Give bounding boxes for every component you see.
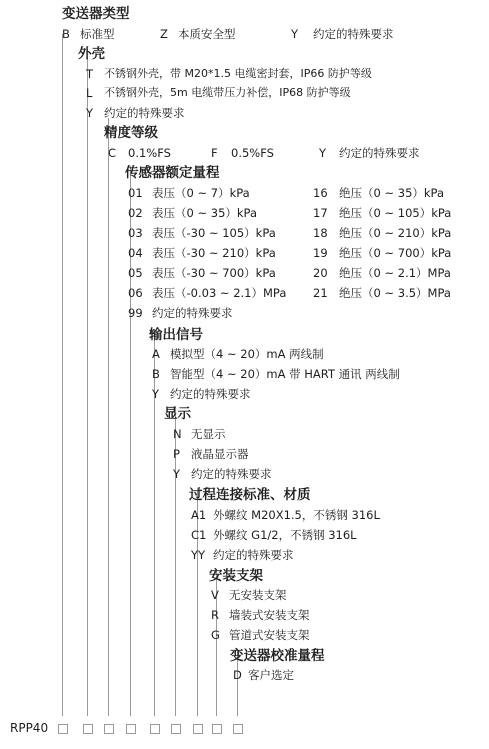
guide-line-housing <box>87 57 88 716</box>
range-code: 21 <box>313 286 328 300</box>
range-text: 表压（-0.03 ~ 2.1）MPa <box>152 286 287 300</box>
option-code: Z <box>160 27 168 41</box>
option-text: 管道式安装支架 <box>229 628 310 642</box>
code-box-output <box>150 724 160 734</box>
section-title-display: 显示 <box>164 406 191 422</box>
option-text: 约定的特殊要求 <box>313 27 394 41</box>
range-code: 04 <box>128 246 143 260</box>
option-text: 约定的特殊要求 <box>170 387 251 401</box>
section-title-transmitter-type: 变送器类型 <box>62 6 130 22</box>
option-code: B <box>62 27 70 41</box>
option-code: Y <box>319 146 327 160</box>
range-code: 17 <box>313 206 328 220</box>
range-text: 绝压（0 ~ 700）kPa <box>339 246 452 260</box>
option-text: 墙装式安装支架 <box>229 608 310 622</box>
range-code: 03 <box>128 226 143 240</box>
section-title-sensor-range: 传感器额定量程 <box>125 165 220 181</box>
option-code: N <box>173 427 182 441</box>
option-text: 本质安全型 <box>178 27 236 41</box>
range-code: 06 <box>128 286 143 300</box>
option-text: 不锈钢外壳，5m 电缆带压力补偿，IP68 防护等级 <box>104 86 351 99</box>
range-code: 18 <box>313 226 328 240</box>
option-text: 液晶显示器 <box>191 447 249 461</box>
guide-line-connection <box>197 488 198 716</box>
range-text: 表压（0 ~ 7）kPa <box>152 186 250 200</box>
range-text: 表压（0 ~ 35）kPa <box>152 206 258 220</box>
option-text: 无安装支架 <box>229 588 287 602</box>
option-code: Y <box>152 387 160 401</box>
option-code: G <box>211 628 220 642</box>
code-box-accuracy <box>104 724 114 734</box>
option-text: 0.1%FS <box>128 146 171 160</box>
option-code: F <box>211 146 218 160</box>
range-code: 01 <box>128 186 143 200</box>
option-code: R <box>211 608 219 622</box>
range-text: 表压（-30 ~ 700）kPa <box>152 266 276 280</box>
option-code: YY <box>191 548 206 562</box>
option-code: A1 <box>191 508 207 522</box>
guide-line-accuracy <box>108 118 109 716</box>
range-code: 20 <box>313 266 328 280</box>
option-text: 客户选定 <box>248 668 294 682</box>
option-text: 无显示 <box>191 427 226 441</box>
range-text: 绝压（0 ~ 105）kPa <box>339 206 452 220</box>
section-title-calibration-range: 变送器校准量程 <box>230 648 325 664</box>
section-title-output-signal: 输出信号 <box>149 327 203 343</box>
section-title-housing: 外壳 <box>78 46 105 62</box>
option-code: V <box>211 588 219 602</box>
range-text: 表压（-30 ~ 210）kPa <box>152 246 276 260</box>
range-text: 绝压（0 ~ 2.1）MPa <box>339 266 451 280</box>
section-title-mounting-bracket: 安装支架 <box>209 568 263 584</box>
code-box-housing <box>83 724 93 734</box>
code-box-bracket <box>212 724 222 734</box>
code-box-calibration <box>233 724 243 734</box>
range-code: 99 <box>128 306 143 320</box>
option-code: C1 <box>191 528 207 542</box>
range-text: 表压（-30 ~ 105）kPa <box>152 226 276 240</box>
range-text: 约定的特殊要求 <box>152 306 233 320</box>
range-code: 02 <box>128 206 143 220</box>
option-text: 0.5%FS <box>231 146 274 160</box>
section-title-process-connection: 过程连接标准、材质 <box>189 487 311 503</box>
guide-line-type <box>62 34 63 716</box>
option-code: L <box>86 86 93 100</box>
code-box-type <box>58 724 68 734</box>
section-title-accuracy: 精度等级 <box>104 125 158 141</box>
option-text: 外螺纹 M20X1.5，不锈钢 316L <box>213 508 380 522</box>
option-text: 智能型（4 ~ 20）mA 带 HART 通讯 两线制 <box>170 367 400 381</box>
range-text: 绝压（0 ~ 35）kPa <box>339 186 445 200</box>
option-text: 约定的特殊要求 <box>104 106 185 120</box>
option-text: 标准型 <box>80 27 115 41</box>
option-code: C <box>108 146 117 160</box>
option-code: T <box>86 67 94 81</box>
option-text: 模拟型（4 ~ 20）mA 两线制 <box>170 347 324 361</box>
option-text: 约定的特殊要求 <box>213 548 294 562</box>
option-text: 外螺纹 G1/2，不锈钢 316L <box>213 528 357 542</box>
option-code: Y <box>173 467 181 481</box>
range-code: 05 <box>128 266 143 280</box>
range-text: 绝压（0 ~ 3.5）MPa <box>339 286 451 300</box>
range-code: 16 <box>313 186 328 200</box>
model-prefix: RPP40 <box>10 721 49 735</box>
option-code: D <box>233 668 242 682</box>
option-code: A <box>152 347 160 361</box>
option-text: 约定的特殊要求 <box>191 467 272 481</box>
option-code: B <box>152 367 160 381</box>
code-box-connection <box>193 724 203 734</box>
range-code: 19 <box>313 246 328 260</box>
code-box-range <box>126 724 136 734</box>
option-code: P <box>173 447 180 461</box>
range-text: 绝压（0 ~ 210）kPa <box>339 226 452 240</box>
code-box-display <box>171 724 181 734</box>
option-code: Y <box>291 27 299 41</box>
option-text: 约定的特殊要求 <box>339 146 420 160</box>
option-code: Y <box>86 106 94 120</box>
option-text: 不锈钢外壳，带 M20*1.5 电缆密封套，IP66 防护等级 <box>104 67 372 80</box>
